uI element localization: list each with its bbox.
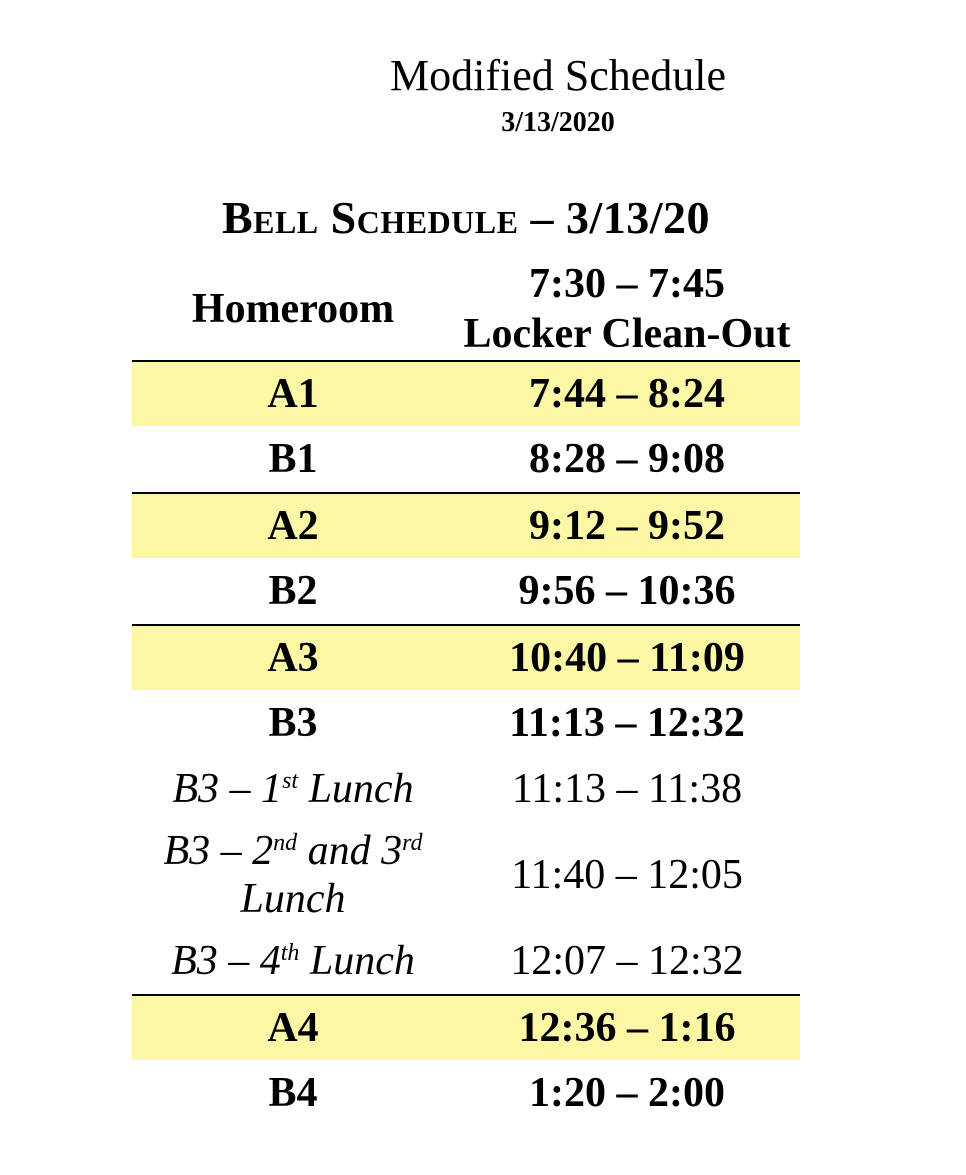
document-date: 3/13/2020	[501, 107, 615, 138]
homeroom-label: Homeroom	[191, 286, 395, 332]
period-label: B2	[268, 568, 318, 614]
period-time: 1:20 – 2:00	[529, 1070, 725, 1116]
homeroom-time: 7:30 – 7:45	[529, 261, 725, 307]
period-time: 12:36 – 1:16	[518, 1005, 736, 1051]
period-time: 9:56 – 10:36	[518, 568, 736, 614]
lunch-label: B3 – 2nd and 3rd Lunch	[163, 828, 423, 922]
period-row-b4	[132, 1060, 800, 1126]
period-time: 7:44 – 8:24	[529, 371, 725, 417]
period-row-a3	[132, 624, 800, 690]
homeroom-row	[132, 258, 800, 360]
period-row-b2	[132, 558, 800, 624]
period-time: 8:28 – 9:08	[529, 436, 725, 482]
period-label: A1	[267, 371, 319, 417]
period-row-a4	[132, 994, 800, 1060]
homeroom-time-cell	[454, 259, 800, 359]
period-label: B1	[268, 436, 318, 482]
period-row-a2	[132, 492, 800, 558]
lunch-row-2nd-3rd	[132, 822, 800, 928]
bell-schedule-table	[132, 258, 800, 1126]
lunch-label: B3 – 4th Lunch	[171, 938, 415, 984]
lunch-label: B3 – 1st Lunch	[172, 766, 414, 812]
lunch-row-1st	[132, 756, 800, 822]
lunch-time: 11:40 – 12:05	[511, 852, 743, 898]
period-label: A3	[267, 635, 319, 681]
bell-schedule-heading: Bell Schedule – 3/13/20	[221, 192, 711, 243]
period-row-b1	[132, 426, 800, 492]
period-label: B3	[268, 700, 318, 746]
lunch-time: 11:13 – 11:38	[511, 766, 743, 812]
period-row-a1	[132, 360, 800, 426]
period-label: B4	[268, 1070, 318, 1116]
period-label: A4	[267, 1005, 319, 1051]
homeroom-note: Locker Clean-Out	[463, 311, 791, 357]
period-time: 11:13 – 12:32	[509, 700, 745, 746]
lunch-time: 12:07 – 12:32	[510, 938, 744, 984]
period-row-b3	[132, 690, 800, 756]
period-time: 10:40 – 11:09	[509, 635, 745, 681]
lunch-row-4th	[132, 928, 800, 994]
period-time: 9:12 – 9:52	[529, 503, 725, 549]
document-title: Modified Schedule	[389, 51, 727, 100]
period-label: A2	[267, 503, 319, 549]
